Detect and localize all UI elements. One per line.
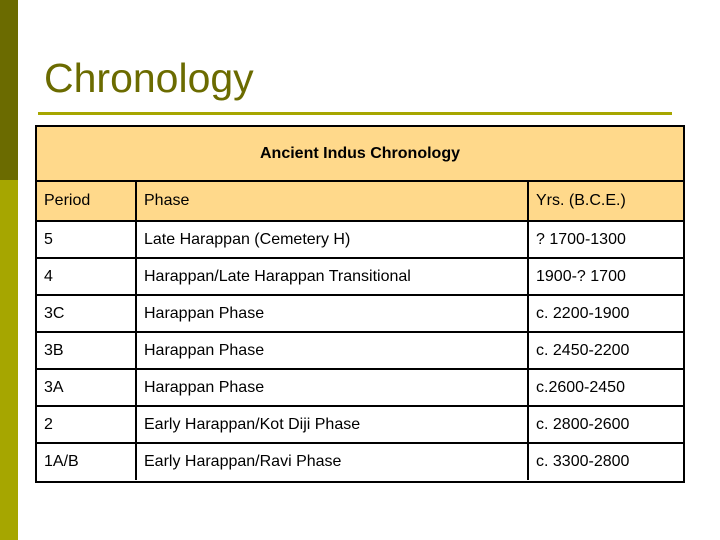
cell-years: ? 1700-1300	[528, 221, 683, 258]
cell-years: c. 3300-2800	[536, 453, 630, 470]
chronology-grid	[37, 182, 683, 480]
cell-period: 3C	[37, 295, 136, 332]
cell-phase: Early Harappan/Kot Diji Phase	[136, 406, 528, 443]
cell-period: 4	[37, 258, 136, 295]
table-header-row	[37, 182, 683, 221]
chronology-table	[35, 125, 685, 483]
header-phase: Phase	[136, 182, 528, 221]
cell-period: 2	[37, 406, 136, 443]
table-row	[37, 406, 683, 443]
table-row	[37, 332, 683, 369]
cell-period: 3B	[37, 332, 136, 369]
side-accent-bar-dark	[0, 0, 18, 180]
cell-years: c. 2800-2600	[528, 406, 683, 443]
title-underline	[38, 112, 672, 115]
header-years: Yrs. (B.C.E.)	[528, 182, 683, 221]
table-caption: Ancient Indus Chronology	[37, 127, 683, 182]
table-row	[37, 258, 683, 295]
cell-period: 5	[37, 221, 136, 258]
side-accent-bar-light	[0, 180, 18, 540]
table-row	[37, 443, 683, 480]
cell-phase: Harappan Phase	[136, 295, 528, 332]
slide-title: Chronology	[44, 55, 254, 101]
cell-years: c. 2450-2200	[528, 332, 683, 369]
cell-phase: Harappan/Late Harappan Transitional	[136, 258, 528, 295]
cell-phase: Late Harappan (Cemetery H)	[136, 221, 528, 258]
table-row	[37, 369, 683, 406]
table-row	[37, 221, 683, 258]
cell-years: c. 2200-1900	[528, 295, 683, 332]
table-row	[37, 295, 683, 332]
cell-period: 3A	[37, 369, 136, 406]
cell-years: c.2600-2450	[528, 369, 683, 406]
cell-phase: Harappan Phase	[136, 332, 528, 369]
cell-years: 1900-? 1700	[528, 258, 683, 295]
cell-phase: Early Harappan/Ravi Phase	[136, 443, 528, 480]
cell-period: 1A/B	[37, 443, 136, 480]
header-period: Period	[37, 182, 136, 221]
cell-phase: Harappan Phase	[136, 369, 528, 406]
